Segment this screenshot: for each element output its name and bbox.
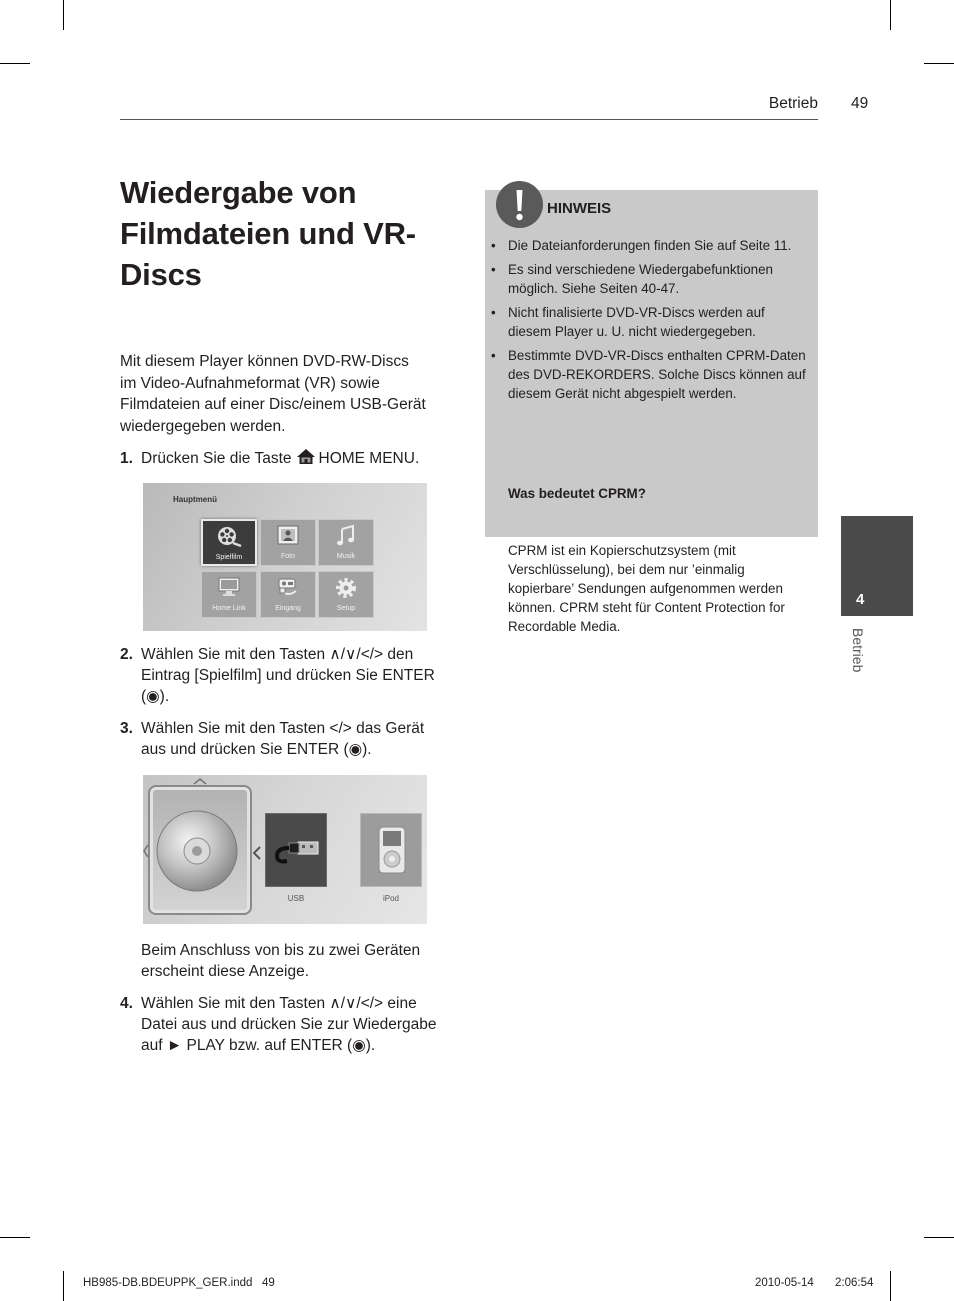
note-item	[485, 260, 818, 298]
step-number: 1.	[120, 450, 133, 467]
step-text-after-icon: HOME MENU.	[318, 450, 420, 467]
step-text	[141, 448, 419, 471]
menu-tile-label: Setup	[336, 605, 356, 612]
note-item-text: Die Dateianforderungen finden Sie auf Seite 11.	[508, 238, 792, 253]
step-2	[120, 644, 435, 707]
bullet: •	[491, 262, 496, 277]
footer-file: HB985-DB.BDEUPPK_GER.indd 49	[83, 1277, 275, 1289]
menu-tile-musik	[318, 519, 374, 566]
device-tile-ipod	[360, 813, 422, 887]
scroll-arrow-icon	[253, 846, 261, 860]
step-text: Wählen Sie mit den Tasten </> das Gerät aus und drücken Sie ENTER (◉).	[141, 720, 425, 758]
usb-plug-icon	[273, 836, 321, 866]
ipod-icon	[377, 826, 407, 874]
crop-mark	[0, 1237, 30, 1238]
crop-mark	[63, 1271, 64, 1301]
menu-tile-home-link	[201, 571, 257, 618]
header-rule	[120, 119, 818, 120]
step-text-before-icon: Drücken Sie die Taste	[141, 450, 292, 467]
crop-mark	[0, 63, 30, 64]
home-icon	[296, 448, 316, 471]
note-item-text: Nicht finalisierte DVD-VR-Discs werden auf diesem Player u. U. nicht wiedergegeben.	[508, 305, 765, 339]
note-item	[485, 346, 818, 403]
input-device-icon	[261, 577, 315, 601]
step-1	[120, 448, 419, 471]
menu-tile-label: Musik	[336, 553, 356, 560]
chapter-number: 4	[856, 591, 865, 608]
step-text: Wählen Sie mit den Tasten ∧/∨/</> den Eintrag [Spielfilm] und drücken Sie ENTER (◉).	[141, 646, 435, 705]
device-label-usb: USB	[287, 894, 305, 903]
cprm-block	[485, 408, 818, 712]
home-menu-screenshot	[143, 483, 427, 631]
note-box	[485, 190, 818, 634]
home-menu-title: Hauptmenü	[173, 495, 217, 504]
device-tile-usb	[265, 813, 327, 887]
step-number: 3.	[120, 720, 133, 737]
bullet: •	[491, 305, 496, 320]
crop-mark	[924, 63, 954, 64]
crop-mark	[890, 0, 891, 30]
menu-tile-spielfilm	[201, 519, 257, 566]
disc-icon	[155, 809, 239, 893]
menu-tile-label: Eingang	[275, 605, 301, 612]
menu-tile-eingang	[260, 571, 316, 618]
page-number: 49	[851, 95, 869, 112]
note-list	[485, 236, 818, 712]
film-reel-icon	[203, 526, 255, 550]
cprm-heading: Was bedeutet CPRM?	[508, 486, 646, 501]
note-item-text: Es sind verschiedene Wiedergabefunktionen möglich. Siehe Seiten 40-47.	[508, 262, 774, 296]
step-3	[120, 718, 424, 760]
crop-mark	[63, 0, 64, 30]
crop-mark	[924, 1237, 954, 1238]
intro-paragraph: Mit diesem Player können DVD-RW-Discs im Video-Aufnahmeformat (VR) sowie Filmdateien auf einer Disc/einem USB-Gerät wiedergegeben werden.	[120, 353, 426, 435]
monitor-icon	[202, 577, 256, 601]
device-select-screenshot	[143, 775, 427, 924]
menu-tile-label: Foto	[280, 553, 295, 560]
note-item	[485, 236, 818, 255]
step-text: Wählen Sie mit den Tasten ∧/∨/</> eine Datei aus und drücken Sie zur Wiedergabe auf ► PLAY bzw. auf ENTER (◉).	[141, 995, 437, 1054]
step-number: 4.	[120, 995, 133, 1012]
step-4	[120, 993, 437, 1056]
music-note-icon	[319, 525, 373, 549]
menu-tile-label: Home Link	[212, 605, 246, 612]
running-header-section: Betrieb	[768, 95, 818, 112]
device-label-ipod: iPod	[382, 894, 399, 903]
crop-mark	[890, 1271, 891, 1301]
step-number: 2.	[120, 646, 133, 663]
chapter-tab	[841, 516, 913, 616]
scroll-left-arrow-icon	[143, 844, 149, 858]
menu-tile-label: Spielfilm	[215, 554, 243, 561]
scroll-up-arrow-icon	[193, 778, 207, 785]
bullet: •	[491, 348, 496, 363]
exclamation-icon	[496, 181, 543, 228]
chapter-label: Betrieb	[850, 628, 866, 673]
footer-time: 2:06:54	[835, 1277, 874, 1289]
gear-icon	[319, 577, 373, 601]
step-3-note: Beim Anschluss von bis zu zwei Geräten erscheint diese Anzeige.	[141, 942, 421, 980]
note-item	[485, 303, 818, 341]
note-heading: HINWEIS	[547, 200, 612, 217]
footer-date: 2010-05-14	[755, 1277, 814, 1289]
page-title: Wiedergabe von Filmdateien und VR- Discs	[120, 175, 416, 292]
cprm-text: CPRM ist ein Kopierschutzsystem (mit Verschlüsselung), bei dem nur ’einmalig kopierbare’ Sendungen aufgenommen werden können. CPRM steht für Content Protection for Recordable Media.	[508, 543, 785, 634]
photo-icon	[261, 525, 315, 549]
menu-tile-foto	[260, 519, 316, 566]
menu-tile-setup	[318, 571, 374, 618]
note-item-text: Bestimmte DVD-VR-Discs enthalten CPRM-Daten des DVD-REKORDERS. Solche Discs können auf diesem Gerät nicht abgespielt werden.	[508, 348, 806, 401]
bullet: •	[491, 238, 496, 253]
